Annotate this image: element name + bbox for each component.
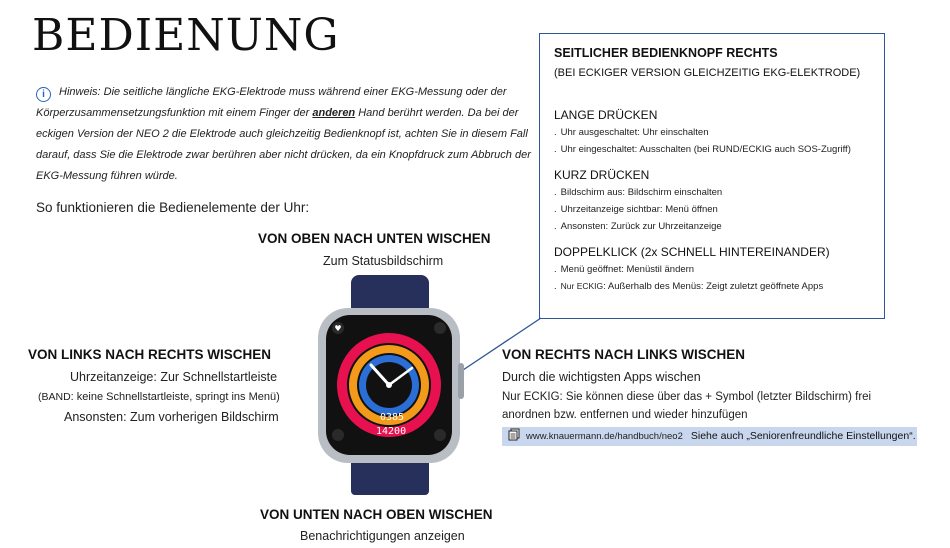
gesture-top-title: VON OBEN NACH UNTEN WISCHEN: [258, 231, 491, 246]
side-button-heading: SEITLICHER BEDIENKNOPF RECHTS: [554, 46, 778, 60]
long-press-item-text: Uhr ausgeschaltet: Uhr einschalten: [560, 127, 709, 138]
watch-steps: 0385: [380, 412, 405, 423]
double-click-item: . Nur ECKIG: Außerhalb des Menüs: Zeigt zuletzt geöffnete Apps: [554, 281, 824, 292]
short-press-item: . Ansonsten: Zurück zur Uhrzeitanzeige: [554, 221, 722, 232]
short-press-item: . Bildschirm aus: Bildschirm einschalten: [554, 187, 723, 198]
complication-bottom-right: [434, 429, 446, 441]
gesture-left-line1: Uhrzeitanzeige: Zur Schnellstartleiste: [70, 370, 278, 384]
hint-emphasis: anderen: [312, 107, 356, 119]
double-click-item-text: : Außerhalb des Menüs: Zeigt zuletzt geöffnete Apps: [603, 281, 824, 292]
complication-top-right: [434, 322, 446, 334]
side-button-subheading: (BEI ECKIGER VERSION GLEICHZEITIG EKG-ELEKTRODE): [554, 67, 861, 79]
long-press-item: . Uhr ausgeschaltet: Uhr einschalten: [554, 127, 709, 138]
short-press-item-text: Uhrzeitanzeige sichtbar: Menü öffnen: [560, 204, 718, 215]
short-press-title: KURZ DRÜCKEN: [554, 168, 650, 182]
gesture-left-line3: Ansonsten: Zum vorherigen Bildschirm: [64, 410, 279, 424]
info-icon: i: [36, 87, 51, 102]
long-press-title: LANGE DRÜCKEN: [554, 108, 658, 122]
gesture-left-line2-prefix: (BAND: [38, 391, 71, 403]
hint-text-end: Hand berührt werden. Da bei der eckigen Version der NEO 2 die Elektrode auch gleichzeitig Bedienknopf ist, achten Sie in diesem Fall darauf, dass Sie die Elektrode zwar berühren aber nicht drücken, da ein Knopfdruck zum Abbruch der EKG-Messung führen würde.: [36, 107, 531, 182]
heart-icon: ♥: [334, 324, 342, 333]
gesture-bottom-title: VON UNTEN NACH OBEN WISCHEN: [260, 507, 493, 522]
double-click-item: . Menü geöffnet: Menüstil ändern: [554, 264, 695, 275]
gesture-right-line1: Durch die wichtigsten Apps wischen: [502, 370, 701, 384]
gesture-right-line2: Nur ECKIG: Sie können diese über das + Symbol (letzter Bildschirm) frei: [502, 391, 872, 403]
long-press-item-text: Uhr eingeschaltet: Ausschalten (bei RUND/ECKIG auch SOS-Zugriff): [560, 144, 851, 155]
gesture-left-line2-rest: : keine Schnellstartleiste, springt ins Menü): [70, 391, 280, 403]
intro-text: So funktionieren die Bedienelemente der Uhr:: [36, 200, 310, 215]
complication-bottom-left: [332, 429, 344, 441]
gesture-right-title: VON RECHTS NACH LINKS WISCHEN: [502, 347, 746, 362]
manual-url-link[interactable]: www.knauermann.de/handbuch/neo2: [526, 431, 683, 442]
gesture-top-text: Zum Statusbildschirm: [323, 254, 444, 268]
gesture-bottom-text: Benachrichtigungen anzeigen: [300, 529, 465, 543]
double-click-item-prefix: Nur ECKIG: [560, 281, 604, 291]
double-click-item-text: Menü geöffnet: Menüstil ändern: [560, 264, 695, 275]
short-press-item-text: Ansonsten: Zurück zur Uhrzeitanzeige: [560, 221, 722, 232]
long-press-item: . Uhr eingeschaltet: Ausschalten (bei RUND/ECKIG auch SOS-Zugriff): [554, 144, 851, 155]
manual-link-text: Siehe auch „Seniorenfreundliche Einstellungen“.: [690, 430, 916, 442]
page-title: BEDIENUNG: [32, 10, 340, 61]
short-press-item-text: Bildschirm aus: Bildschirm einschalten: [560, 187, 723, 198]
gesture-left-title: VON LINKS NACH RECHTS WISCHEN: [28, 347, 272, 362]
gesture-right-line3: anordnen bzw. entfernen und wieder hinzufügen: [502, 409, 748, 421]
hint-text-start: Hinweis: Die seitliche längliche EKG-Elektrode muss während einer EKG-Messung oder der Körperzusammensetzungsfunktion mit einem Finger der: [36, 86, 507, 119]
short-press-item: . Uhrzeitanzeige sichtbar: Menü öffnen: [554, 204, 718, 215]
double-click-title: DOPPELKLICK (2x SCHNELL HINTEREINANDER): [554, 245, 830, 259]
watch-value: 14200: [376, 426, 407, 437]
smartwatch-illustration: [318, 275, 468, 495]
side-button[interactable]: [458, 363, 464, 399]
